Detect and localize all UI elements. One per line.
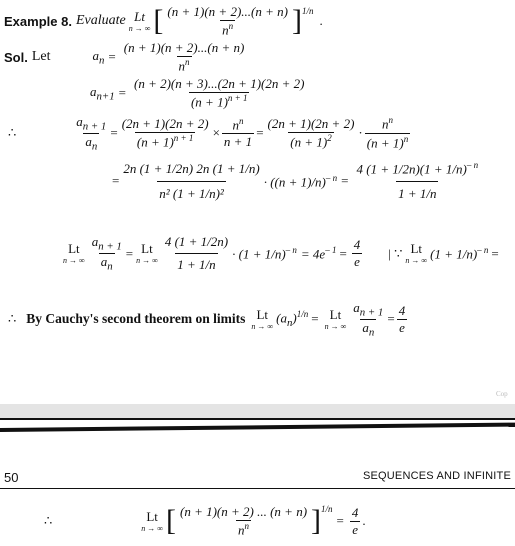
example-power: 1/n [301, 6, 314, 16]
limit-result-fraction: $\frac{4}{e}$ [353, 237, 361, 269]
cauchy-ratio: $\frac{a_{n + 1}}{a_n}$ [353, 300, 384, 339]
equals-sign: = [112, 173, 120, 189]
factor-1: $\frac{(2n + 1)(2n + 2)}{(n + 1)^{n + 1}}$ [121, 115, 209, 150]
an-symbol: $a_n$ [92, 47, 105, 67]
because-note: | ∵ [388, 245, 403, 261]
header-rule [0, 488, 515, 489]
expanded-fraction: $\frac{2n (1 + 1/2n) 2n (1 + 1/n)}{\text{n² (1 + 1/n)²}}$ [123, 160, 260, 201]
page-edge-line [0, 418, 515, 420]
limit-middle: · $(1 + 1/n)^{- n}$ [232, 244, 297, 262]
final-result-line: ∴ Lt n → ∞ [ $\frac{(n + 1)(n + 2) ... (n + n)}{n^n}$ ] $^{1/n}$ = $\frac{4}{e}$ . [44, 504, 366, 538]
limit-operator: Lt n → ∞ [63, 241, 85, 265]
cauchy-result: $\frac{4}{e}$ [398, 302, 406, 335]
cauchy-limit: Lt n → ∞ [251, 306, 274, 331]
page-top-rule [0, 423, 515, 432]
final-limit: Lt n → ∞ [141, 508, 163, 533]
equals-sign: = [118, 85, 126, 101]
solution-line-an [4, 40, 248, 74]
factor-3: $\frac{(2n + 1)(2n + 2)}{(n + 1)^2}$ [267, 115, 355, 150]
cauchy-limit-2: Lt n → ∞ [324, 306, 347, 331]
let-text: Let [31, 49, 51, 65]
limit-fraction: $\frac{4 (1 + 1/2n)}{1 + 1/n}$ [164, 234, 229, 272]
cauchy-expression: $(a_n)^{1/n}$ [276, 309, 309, 330]
page-number: 50 [4, 470, 19, 485]
cauchy-line: ∴ By Cauchy's second theorem on limits Lt n → ∞ $(a_n)^{1/n}$ = Lt n → ∞ $\frac{a_{n + 1}}{a_n}$ = $\frac{4}{e}$ [8, 300, 406, 339]
bracket-right: ] [291, 4, 302, 38]
running-head: SEQUENCES AND INFINITE [362, 470, 511, 482]
bracket-left: [ [153, 4, 164, 38]
factor-2: $\frac{n^n}{n + 1}$ [223, 115, 253, 150]
an1-fraction: $\frac{(n + 2)(n + 3)...(2n + 1)(2n + 2)}{(n + 1)^{n + 1}}$ [133, 76, 305, 110]
because-expression: $(1 + 1/n)^{- n}$ [430, 244, 489, 262]
solution-label: Sol. [4, 49, 28, 65]
equals-sign: = [108, 49, 116, 65]
therefore-symbol: ∴ [44, 513, 53, 529]
example-heading: Example 8. Evaluate Lt n → ∞ [ $\frac{(n + 1)(n + 2)...(n + n)}{n^n}$ ] $^{1/n}$ . [4, 4, 323, 38]
example-text: Evaluate [75, 13, 126, 29]
example-fraction: $\frac{(n + 1)(n + 2)...(n + n)}{n^n}$ [167, 4, 288, 38]
therefore-symbol: ∴ [8, 311, 17, 327]
solution-line-an1 [90, 76, 308, 110]
ratio-fraction: $\frac{a_{n + 1}}{a_n}$ [76, 114, 107, 153]
limit-operator: Lt n → ∞ [128, 8, 151, 33]
final-power: 1/n [321, 504, 333, 514]
final-fraction: $\frac{(n + 1)(n + 2) ... (n + n)}{n^n}$ [179, 504, 308, 538]
times-sign: × [212, 125, 220, 141]
simplified-fraction: $\frac{4 (1 + 1/2n)(1 + 1/n)^{- n}}{1 + 1/n}$ [356, 160, 479, 202]
watermark-text: Cop [496, 390, 508, 398]
limit-ratio: $\frac{a_{n + 1}}{a_n}$ [91, 234, 122, 273]
final-answer: $\frac{4}{e}$ [351, 504, 359, 537]
an-fraction: $\frac{(n + 1)(n + 2)...(n + n)}{n^n}$ [123, 40, 245, 74]
equals-sign: = [125, 245, 134, 261]
therefore-symbol: ∴ [8, 125, 17, 141]
ratio-line: ∴ $\frac{a_{n + 1}}{a_n}$ = $\frac{(2n + 1)(2n + 2)}{(n + 1)^{n + 1}}$ × $\frac{n^n}{n + 1}$ = $\frac{(2n + 1)(2n + 2)}{(n + 1)^2}$ · $\frac{n^n}{(n + 1)^n}$ [8, 114, 409, 153]
factor-4: $\frac{n^n}{(n + 1)^n}$ [366, 115, 409, 150]
dot-sign: · [358, 125, 363, 141]
limit-line: Lt n → ∞ $\frac{a_{n + 1}}{a_n}$ = Lt n → ∞ $\frac{4 (1 + 1/2n)}{1 + 1/n}$ · $(1 + 1/n)^{- n}$ = $4e^{- 1}$ = $\frac{4}{e}$ | ∵ Lt n → ∞ $(1 + 1/n)^{- n}$ = [63, 234, 499, 273]
limit-operator-2: Lt n → ∞ [136, 241, 158, 265]
cauchy-text: By Cauchy's second theorem on limits [26, 311, 246, 327]
middle-term: · $((n + 1)/n)^{- n}$ [263, 172, 338, 189]
example-label: Example 8. [4, 13, 72, 29]
an1-symbol: $a_{n+1}$ [90, 83, 115, 103]
page-gap [0, 404, 515, 418]
expanded-line: = $\frac{2n (1 + 1/2n) 2n (1 + 1/n)}{\text{n² (1 + 1/n)²}}$ · $((n + 1)/n)^{- n}$ = $\frac{4 (1 + 1/2n)(1 + 1/n)^{- n}}{1 + 1/n}$ [112, 160, 479, 202]
limit-result: = $4e^{- 1}$ [300, 244, 337, 262]
because-limit: Lt n → ∞ [405, 241, 428, 265]
